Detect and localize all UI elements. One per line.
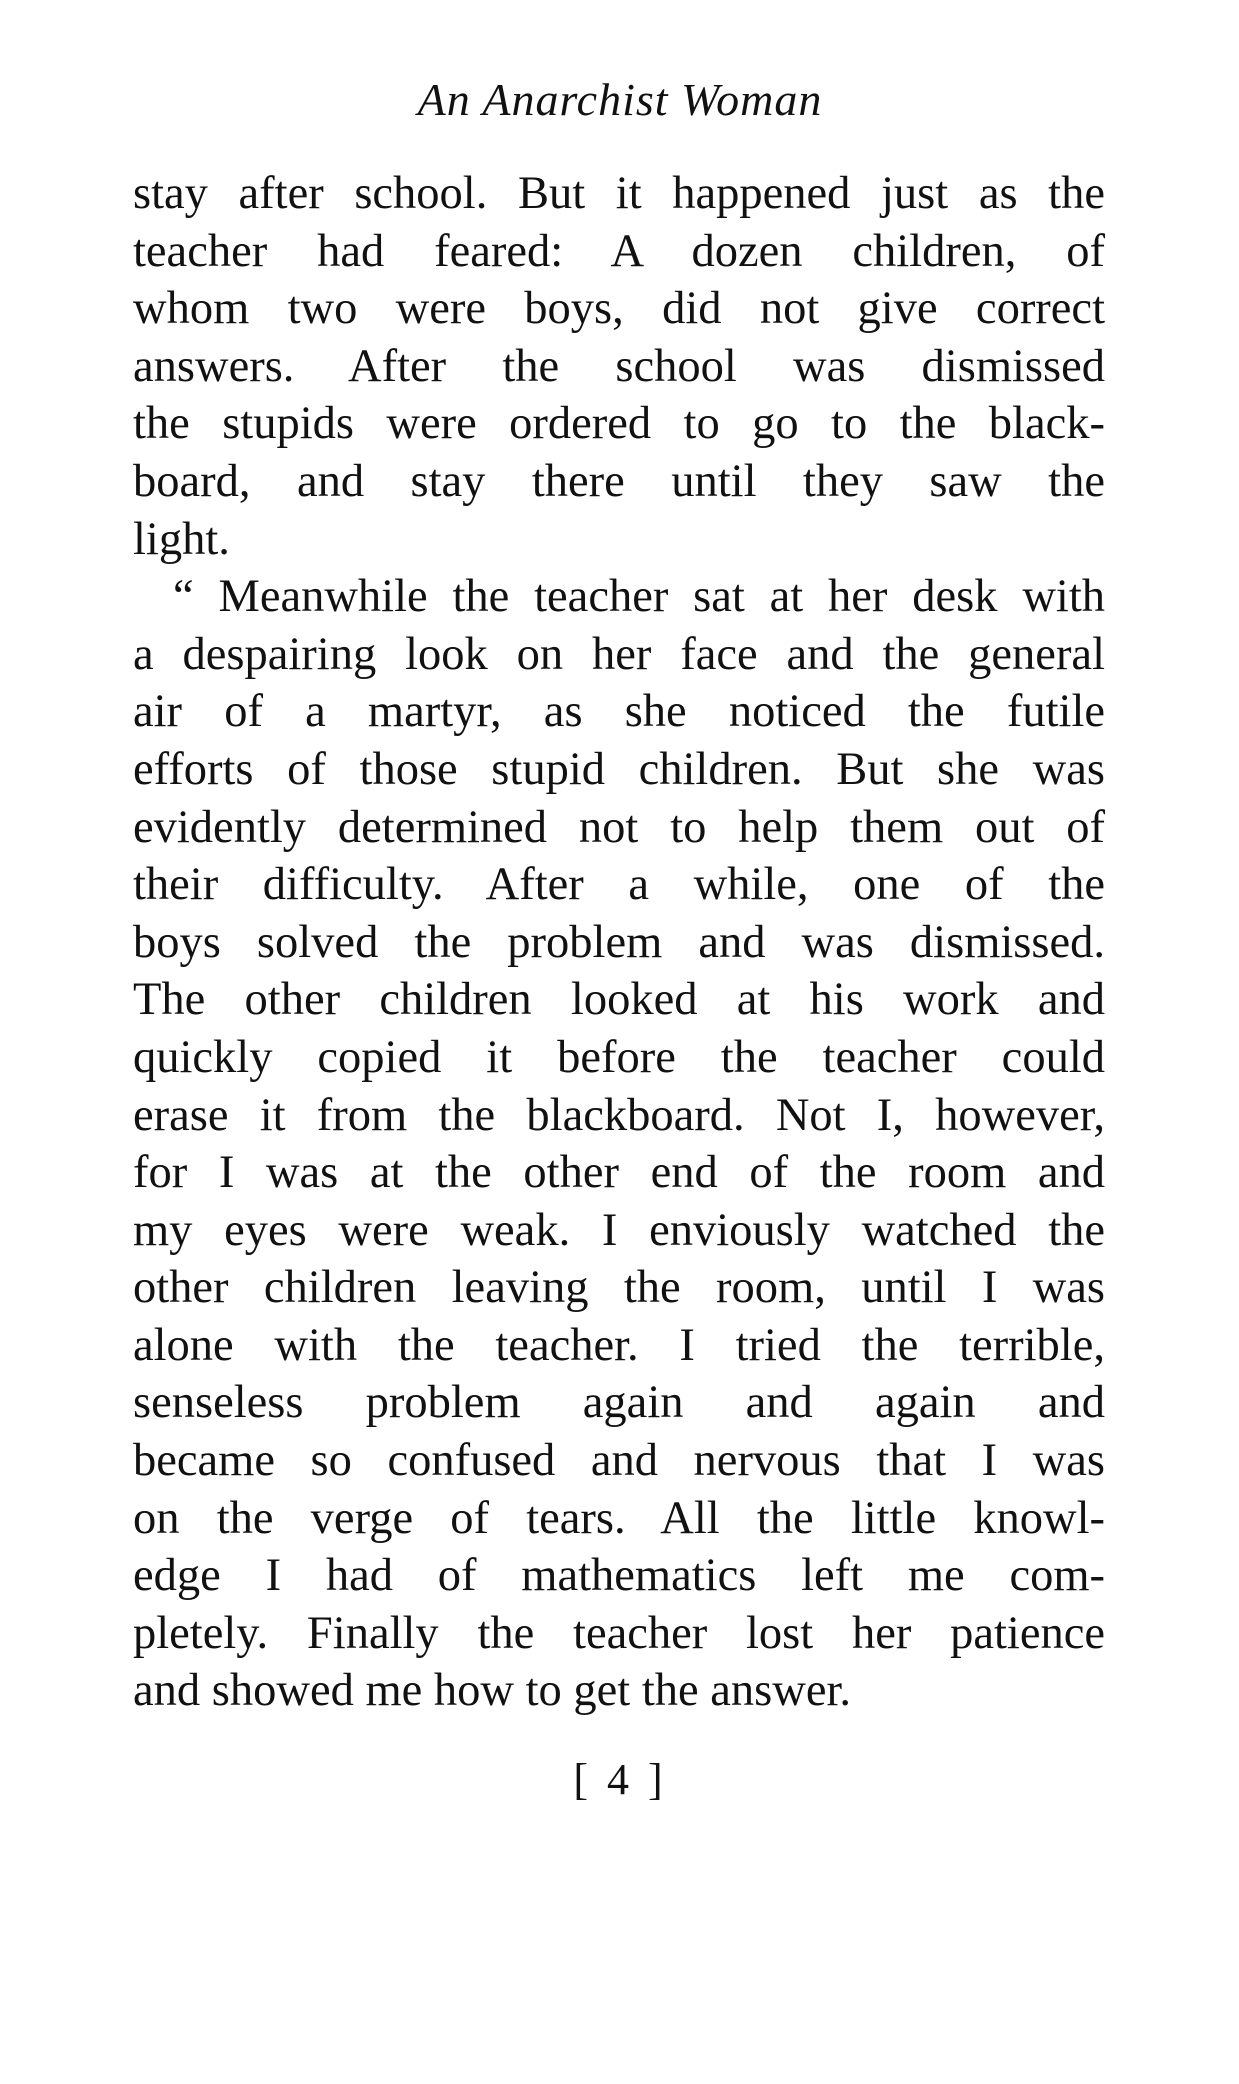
text-line: erase it from the blackboard. Not I, however, [133, 1089, 1105, 1141]
text-line: a despairing look on her face and the general [133, 628, 1105, 680]
text-line: answers. After the school was dismissed [133, 340, 1105, 392]
text-line: alone with the teacher. I tried the terrible, [133, 1319, 1105, 1371]
text-line: on the verge of tears. All the little knowl- [133, 1492, 1105, 1544]
text-line: and showed me how to get the answer. [133, 1665, 852, 1717]
body-text [133, 165, 1105, 1720]
text-line: air of a martyr, as she noticed the futile [133, 686, 1105, 738]
text-line: edge I had of mathematics left me com- [133, 1550, 1105, 1602]
text-line: their difficulty. After a while, one of the [133, 859, 1105, 911]
text-line: evidently determined not to help them out of [133, 801, 1105, 853]
text-line: for I was at the other end of the room and [133, 1147, 1105, 1199]
page-number: [ 4 ] [573, 1755, 667, 1804]
text-line: The other children looked at his work and [133, 974, 1105, 1026]
text-line: pletely. Finally the teacher lost her patience [133, 1607, 1105, 1659]
text-line: became so confused and nervous that I was [133, 1435, 1105, 1487]
text-line: “ Meanwhile the teacher sat at her desk with [173, 571, 1105, 623]
running-head: An Anarchist Woman [417, 74, 823, 125]
text-line: senseless problem again and again and [133, 1377, 1105, 1429]
paragraph [133, 165, 1105, 568]
text-line: boys solved the problem and was dismissed. [133, 916, 1105, 968]
text-line: my eyes were weak. I enviously watched the [133, 1204, 1105, 1256]
text-line: light. [133, 513, 230, 565]
text-line: the stupids were ordered to go to the black- [133, 398, 1105, 450]
text-line: whom two were boys, did not give correct [133, 283, 1105, 335]
text-line: board, and stay there until they saw the [133, 455, 1105, 507]
text-line: teacher had feared: A dozen children, of [133, 225, 1105, 277]
text-line: other children leaving the room, until I was [133, 1262, 1105, 1314]
text-line: quickly copied it before the teacher could [133, 1031, 1105, 1083]
paragraph [133, 568, 1105, 1720]
text-line: stay after school. But it happened just as the [133, 168, 1105, 219]
text-line: efforts of those stupid children. But she was [133, 743, 1105, 795]
